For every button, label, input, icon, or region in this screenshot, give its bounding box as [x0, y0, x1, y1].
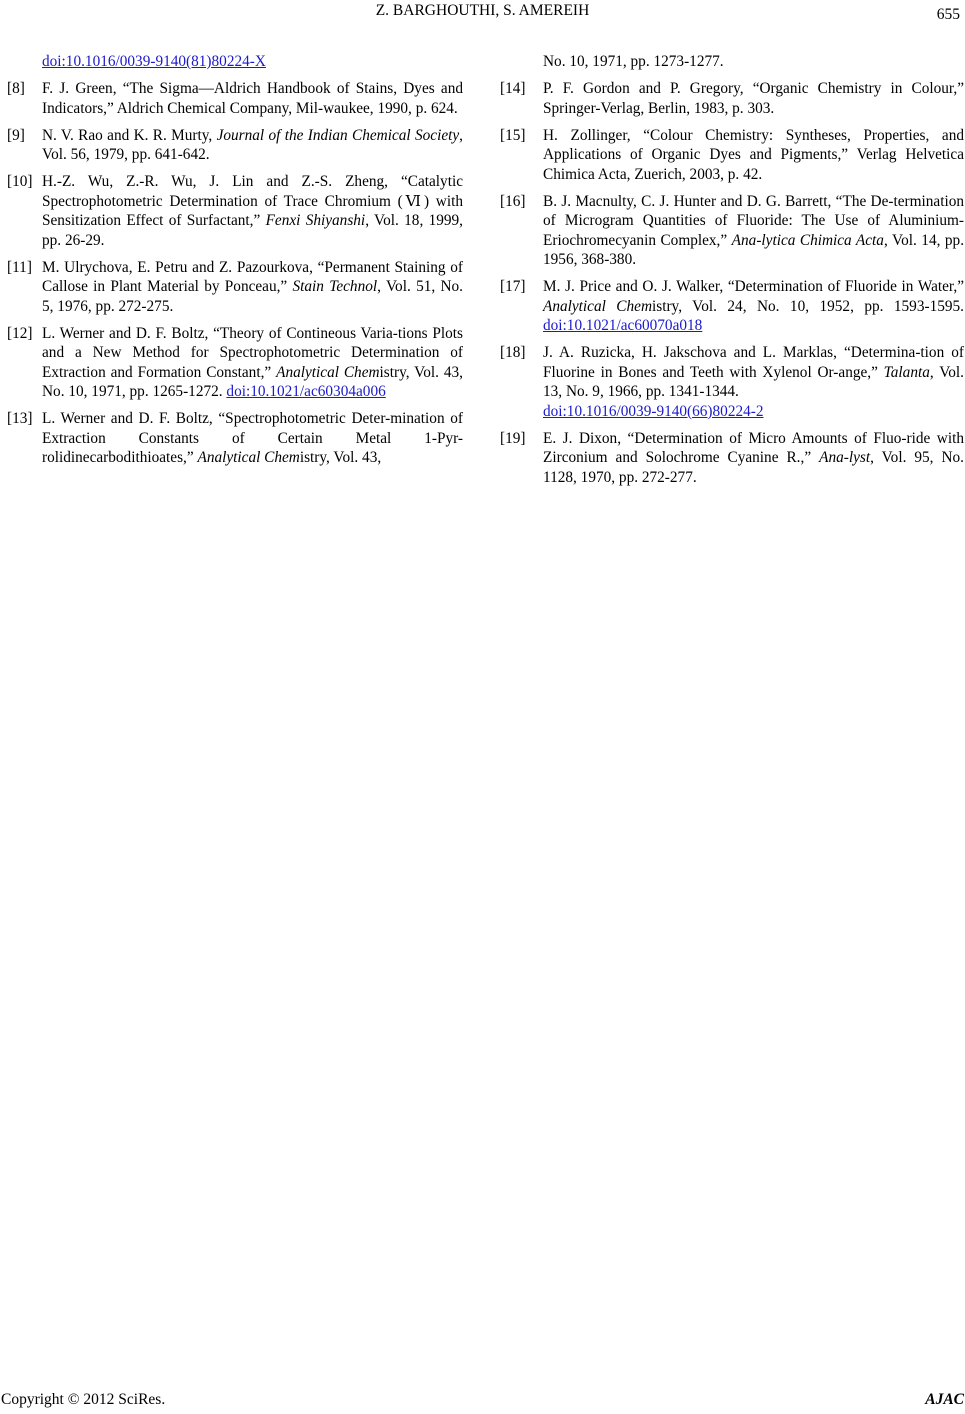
page-number: 655	[936, 6, 960, 23]
journal-name: Ana-lyst	[819, 449, 871, 466]
doi-link[interactable]: doi:10.1021/ac60304a006	[226, 383, 386, 400]
reference-authors-title: H.-Z. Wu, Z.-R. Wu, J. Lin and Z.-S. Zheng, “Catalytic Spectrophotometric Determination of Trace Chromium (Ⅵ) with Sensitization Effect of Surfactant,”	[42, 173, 463, 229]
reference-authors-title: M. J. Price and O. J. Walker, “Determination of Fluoride in Water,”	[543, 278, 964, 295]
page-header	[0, 2, 965, 24]
journal-name: Journal of the Indian Chemical Society	[216, 126, 460, 144]
reference-text	[543, 277, 964, 336]
left-column	[7, 52, 463, 475]
reference-authors-title: L. Werner and D. F. Boltz, “Spectrophotometric Deter-mination of Extraction Constants of Certain Metal 1-Pyr-rolidinecarbodithioates,”	[42, 410, 463, 466]
reference-number: [14]	[500, 80, 526, 97]
journal-name: Analytical Chem	[543, 297, 652, 315]
reference-number: [18]	[500, 344, 526, 361]
reference-text	[42, 172, 463, 250]
reference-number: [10]	[7, 173, 33, 190]
reference-number: [13]	[7, 410, 33, 427]
reference-number: [11]	[7, 258, 32, 276]
reference-14	[500, 79, 964, 118]
journal-name: Analytical Chem	[197, 449, 300, 466]
reference-number: [17]	[500, 278, 526, 295]
copyright-notice: Copyright © 2012 SciRes.	[1, 1391, 166, 1408]
reference-12	[7, 324, 463, 402]
right-column	[500, 52, 965, 495]
reference-authors-title: J. A. Ruzicka, H. Jakschova and L. Marklas, “Determina-tion of Fluorine in Bones and Teeth with Xylenol Or-ange,”	[543, 344, 964, 381]
reference-9	[7, 126, 463, 165]
running-title: Z. BARGHOUTHI, S. AMEREIH	[375, 2, 590, 19]
journal-abbreviation: AJAC	[925, 1391, 964, 1408]
reference-15	[500, 126, 964, 185]
reference-details: , Vol. 18, 1999, pp. 26-29.	[42, 212, 463, 249]
reference-continuation	[42, 52, 463, 72]
journal-name: Analytical Chem	[276, 363, 380, 381]
reference-authors-title: B. J. Macnulty, C. J. Hunter and D. G. Barrett, “The De-termination of Microgram Quantities of Fluoride: The Use of Aluminium-Eriochromecyanin Complex,”	[543, 192, 964, 249]
reference-text	[42, 409, 463, 468]
reference-number: [12]	[7, 324, 33, 342]
reference-8	[7, 79, 463, 118]
journal-name: Talanta	[883, 363, 930, 381]
reference-details: istry, Vol. 24, No. 10, 1952, pp. 1593-1595.	[652, 297, 964, 315]
reference-details: istry, Vol. 43, No. 10, 1971, pp. 1265-1272.	[42, 363, 463, 400]
reference-text	[42, 258, 463, 317]
reference-number: [19]	[500, 429, 526, 447]
reference-number: [15]	[500, 126, 526, 144]
reference-number: [9]	[7, 126, 25, 144]
reference-details: , Vol. 13, No. 9, 1966, pp. 1341-1344.	[543, 363, 964, 400]
doi-link[interactable]: doi:10.1016/0039-9140(81)80224-X	[42, 53, 266, 70]
reference-authors-title: M. Ulrychova, E. Petru and Z. Pazourkova, “Permanent Staining of Callose in Plant Material by Ponceau,”	[42, 258, 463, 295]
reference-17	[500, 277, 964, 336]
reference-details: , Vol. 95, No. 1128, 1970, pp. 272-277.	[543, 449, 964, 486]
reference-10	[7, 172, 463, 250]
journal-name: Ana-lytica Chimica Acta	[731, 231, 884, 249]
reference-13	[7, 409, 463, 468]
reference-11	[7, 258, 463, 317]
reference-number: [16]	[500, 192, 526, 210]
reference-text	[42, 324, 463, 402]
reference-details: , Vol. 51, No. 5, 1976, pp. 272-275.	[42, 278, 463, 315]
reference-text: H. Zollinger, “Colour Chemistry: Syntheses, Properties, and Applications of Organic Dyes and Pigments,” Verlag Helvetica Chimica Acta, Zuerich, 2003, p. 42.	[543, 126, 964, 183]
reference-18	[500, 343, 964, 421]
reference-number: [8]	[7, 80, 25, 97]
reference-text	[543, 429, 964, 488]
reference-authors: N. V. Rao and K. R. Murty,	[42, 126, 217, 144]
doi-link[interactable]: doi:10.1021/ac60070a018	[543, 317, 703, 334]
reference-authors-title: E. J. Dixon, “Determination of Micro Amounts of Fluo-ride with Zirconium and Solochrome Cyanine R.,”	[543, 429, 964, 466]
reference-details: istry, Vol. 43,	[299, 449, 382, 466]
journal-name: Stain Technol	[292, 278, 378, 295]
reference-details: , Vol. 14, pp. 1956, 368-380.	[543, 231, 965, 268]
reference-19	[500, 429, 964, 488]
reference-text	[42, 126, 463, 165]
journal-name: Fenxi Shiyanshi	[265, 212, 366, 229]
reference-text	[543, 343, 964, 421]
reference-continuation	[543, 52, 964, 72]
reference-16	[500, 192, 965, 270]
doi-link[interactable]: doi:10.1016/0039-9140(66)80224-2	[543, 402, 764, 420]
reference-text: F. J. Green, “The Sigma—Aldrich Handbook of Stains, Dyes and Indicators,” Aldrich Chemical Company, Mil-waukee, 1990, p. 624.	[42, 80, 463, 117]
reference-text: P. F. Gordon and P. Gregory, “Organic Chemistry in Colour,” Springer-Verlag, Berlin, 1983, p. 303.	[543, 80, 964, 117]
reference-authors-title: L. Werner and D. F. Boltz, “Theory of Contineous Varia-tions Plots and a New Method for Spectrophotometric Determination of Extraction and Formation Constant,”	[42, 324, 463, 381]
reference-details: , Vol. 56, 1979, pp. 641-642.	[42, 126, 463, 163]
reference-continuation-text: No. 10, 1971, pp. 1273-1277.	[543, 53, 724, 70]
reference-text	[543, 192, 964, 270]
